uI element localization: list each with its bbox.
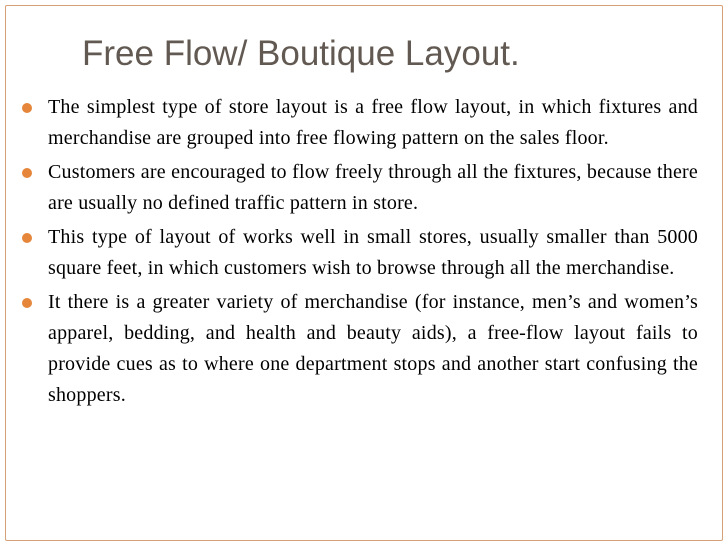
bullet-item [20, 92, 698, 154]
bullet-text: This type of layout of works well in small stores, usually smaller than 5000 square feet, in which customers wish to browse through all the merchandise. [48, 226, 698, 279]
bullet-dot-icon [22, 233, 32, 243]
bullet-text: It there is a greater variety of merchandise (for instance, men’s and women’s apparel, bedding, and health and beauty aids), a free-flow layout fails to provide cues as to where one department stops and another start confusing the shoppers. [48, 291, 698, 406]
bullet-text: The simplest type of store layout is a free flow layout, in which fixtures and merchandise are grouped into free flowing pattern on the sales floor. [48, 96, 698, 149]
slide-title: Free Flow/ Boutique Layout. [82, 34, 520, 73]
bullet-list [20, 92, 698, 414]
bullet-item [20, 157, 698, 219]
bullet-dot-icon [22, 103, 32, 113]
bullet-item [20, 222, 698, 284]
bullet-dot-icon [22, 168, 32, 178]
bullet-item [20, 287, 698, 411]
bullet-text: Customers are encouraged to flow freely through all the fixtures, because there are usually no defined traffic pattern in store. [48, 161, 698, 214]
bullet-dot-icon [22, 298, 32, 308]
